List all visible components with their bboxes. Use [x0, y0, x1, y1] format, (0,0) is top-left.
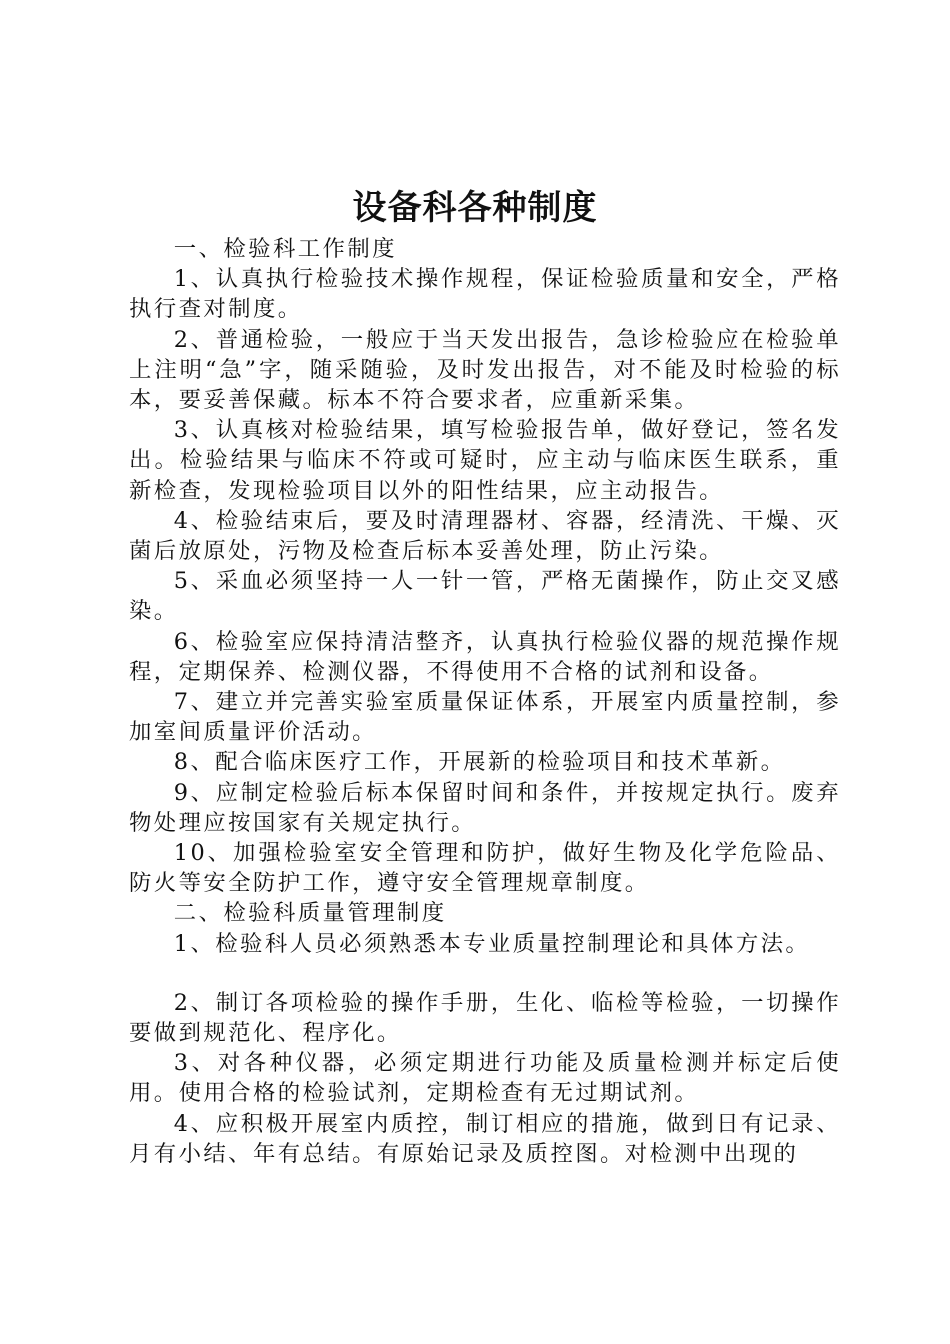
list-item: 9、应制定检验后标本保留时间和条件，并按规定执行。废弃物处理应按国家有关规定执行。	[129, 779, 841, 836]
list-item: 4、检验结束后，要及时清理器材、容器，经清洗、干燥、灭菌后放原处，污物及检查后标本妥善处理，防止污染。	[129, 507, 841, 565]
list-item: 5、采血必须坚持一人一针一管，严格无菌操作，防止交叉感染。	[129, 568, 841, 625]
list-item: 2、普通检验，一般应于当天发出报告，急诊检验应在检验单上注明“急”字，随采随验，及时发出报告，对不能及时检验的标本，要妥善保藏。标本不符合要求者，应重新采集。	[129, 326, 841, 414]
list-item: 4、应积极开展室内质控，制订相应的措施，做到日有记录、月有小结、年有总结。有原始记录及质控图。对检测中出现的	[129, 1110, 841, 1167]
list-item: 1、检验科人员必须熟悉本专业质量控制理论和具体方法。	[173, 930, 811, 957]
blank-line	[129, 959, 841, 988]
list-item: 8、配合临床医疗工作，开展新的检验项目和技术革新。	[173, 749, 786, 776]
section-heading: 一、检验科工作制度	[173, 236, 397, 262]
section-heading: 二、检验科质量管理制度	[173, 900, 447, 927]
list-item: 1、认真执行检验技术操作规程，保证检验质量和安全，严格执行查对制度。	[129, 266, 841, 323]
list-item: 3、对各种仪器，必须定期进行功能及质量检测并标定后使用。使用合格的检验试剂，定期检查有无过期试剂。	[129, 1050, 841, 1107]
list-item: 7、建立并完善实验室质量保证体系，开展室内质量控制，参加室间质量评价活动。	[129, 689, 841, 746]
list-item: 3、认真核对检验结果，填写检验报告单，做好登记，签名发出。检验结果与临床不符或可疑时，应主动与临床医生联系，重新检查，发现检验项目以外的阳性结果，应主动报告。	[129, 417, 841, 504]
document-title: 设备科各种制度	[352, 188, 598, 228]
list-item: 2、制订各项检验的操作手册，生化、临检等检验，一切操作要做到规范化、程序化。	[129, 989, 841, 1047]
list-item: 10、加强检验室安全管理和防护，做好生物及化学危险品、防火等安全防护工作，遵守安全管理规章制度。	[129, 840, 841, 897]
document-body	[129, 234, 841, 1169]
list-item: 6、检验室应保持清洁整齐，认真执行检验仪器的规范操作规程，定期保养、检测仪器，不得使用不合格的试剂和设备。	[129, 628, 841, 685]
